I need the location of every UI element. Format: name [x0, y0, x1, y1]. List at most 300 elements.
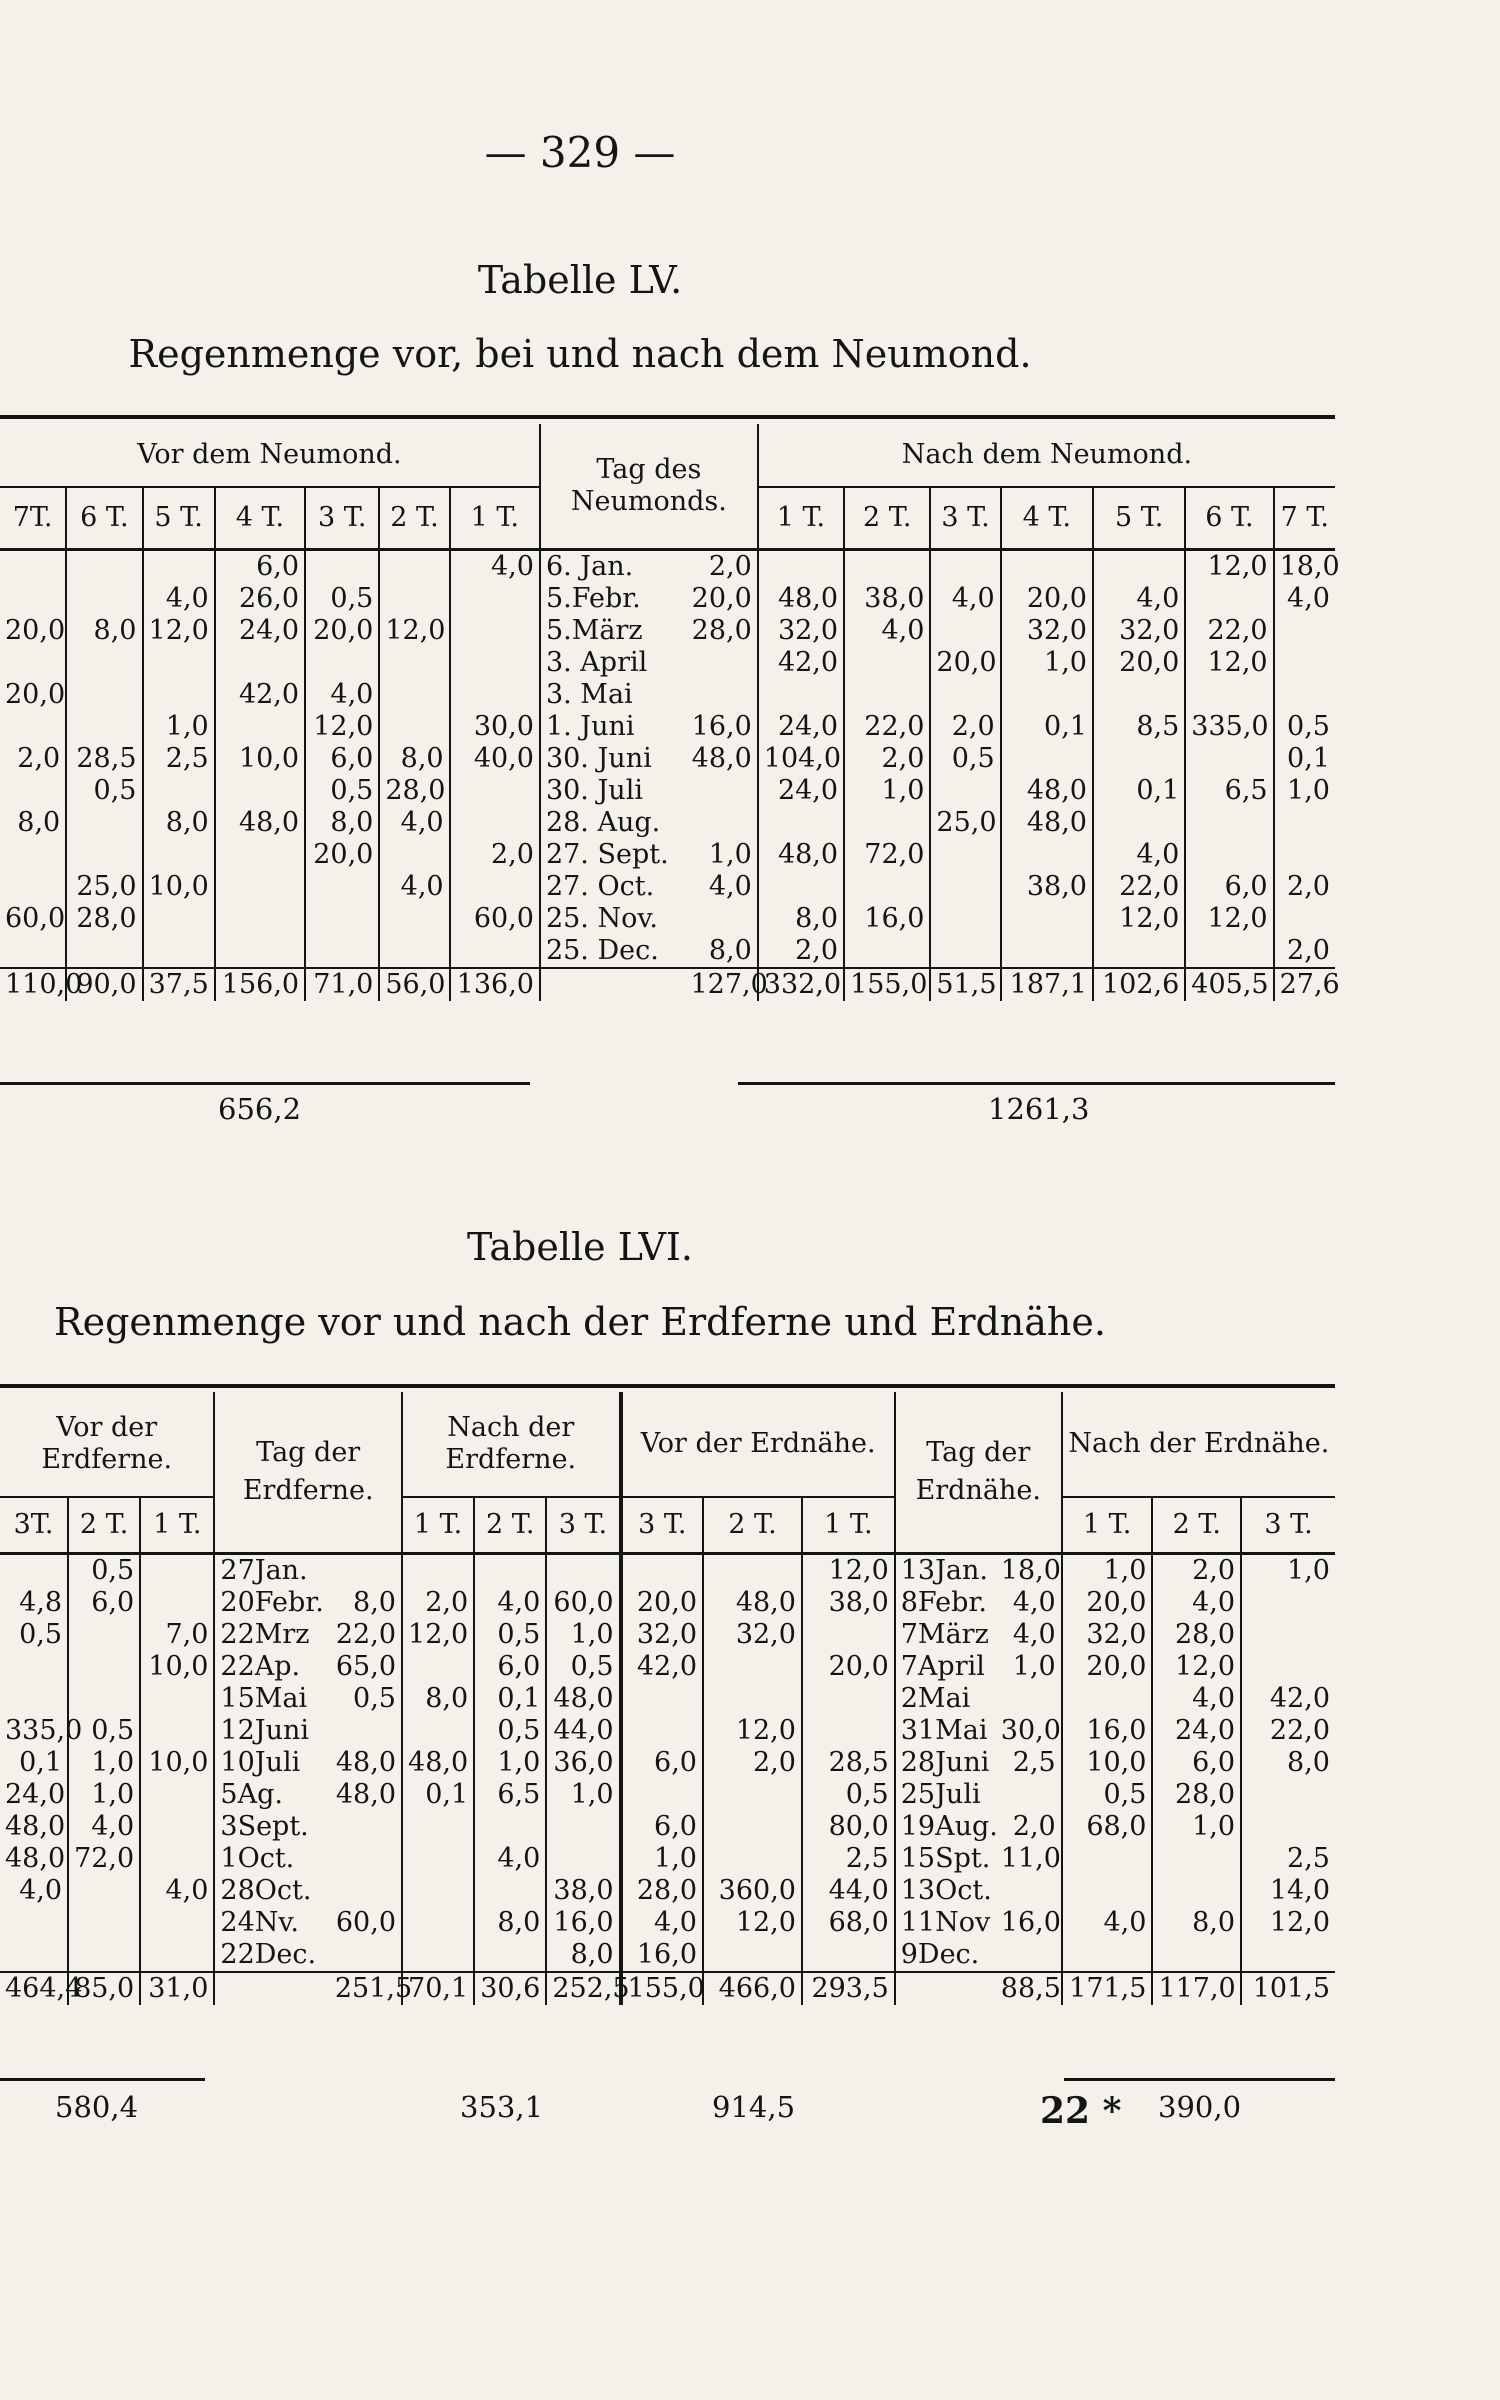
value-cell: 38,0 [844, 583, 930, 615]
value-cell [703, 1651, 802, 1683]
value-cell: 6,0 [215, 549, 305, 583]
value-cell [703, 1843, 802, 1875]
value-cell [1185, 839, 1273, 871]
value-cell: 28,0 [1152, 1619, 1241, 1651]
value-cell: 12,0 [1185, 903, 1273, 935]
value-cell [844, 935, 930, 968]
value-cell [143, 775, 215, 807]
value-cell: 16,0 [621, 1939, 703, 1972]
value-cell: 4,0 [143, 583, 215, 615]
value-cell [546, 1553, 620, 1587]
table-56-title: Tabelle LVI. [467, 1225, 693, 1269]
value-cell [143, 647, 215, 679]
value-cell: 10,0 [140, 1747, 214, 1779]
date-cell: 10Juli [214, 1747, 329, 1779]
value-cell: 2,5 [1241, 1843, 1335, 1875]
value-cell [1274, 903, 1335, 935]
value-cell [1062, 1683, 1153, 1715]
value-cell: 0,1 [402, 1779, 474, 1811]
value-cell [68, 1875, 140, 1907]
value-cell: 20,0 [1001, 583, 1093, 615]
value-cell: 42,0 [621, 1651, 703, 1683]
value-cell: 8,0 [305, 807, 379, 839]
totals-row [0, 1972, 1335, 2005]
value-cell: 12,0 [1185, 549, 1273, 583]
value-cell [0, 775, 66, 807]
total-cell: 127,0 [685, 968, 757, 1001]
column-header: 1 T. [402, 1497, 474, 1553]
value-cell: 44,0 [802, 1875, 895, 1907]
value-cell: 8,0 [708, 934, 752, 966]
column-header: 3 T. [1241, 1497, 1335, 1553]
table-55-row [0, 583, 1335, 615]
value-cell [1001, 679, 1093, 711]
value-cell: 22,0 [1241, 1715, 1335, 1747]
value-cell: 1,0 [474, 1747, 546, 1779]
value-cell: 2,5 [1012, 1746, 1056, 1778]
table-55-sum-line-after [738, 1082, 1335, 1085]
date-cell: 1. Juni [540, 711, 686, 743]
value-cell [450, 583, 540, 615]
value-cell [402, 1907, 474, 1939]
value-cell [450, 615, 540, 647]
value-cell: 48,0 [215, 807, 305, 839]
value-cell: 1,0 [546, 1779, 620, 1811]
total-cell: 252,5 [546, 1972, 620, 2005]
value-cell [685, 647, 757, 679]
value-cell [68, 1683, 140, 1715]
value-cell: 2,0 [450, 839, 540, 871]
value-cell: 32,0 [758, 615, 844, 647]
value-cell: 360,0 [703, 1875, 802, 1907]
value-cell: 0,1 [19, 1746, 63, 1778]
value-cell: 6,0 [305, 743, 379, 775]
value-cell: 16,0 [1062, 1715, 1153, 1747]
value-cell [450, 679, 540, 711]
value-cell [0, 1683, 68, 1715]
value-cell: 4,0 [19, 1874, 63, 1906]
value-cell: 4,0 [474, 1843, 546, 1875]
total-cell: 31,0 [140, 1972, 214, 2005]
date-cell: 25. Nov. [540, 903, 686, 935]
value-cell: 22,0 [1185, 615, 1273, 647]
total-cell: 187,1 [1001, 968, 1093, 1001]
value-cell [379, 711, 449, 743]
value-cell [1185, 679, 1273, 711]
header-tag-neumond: Tag des Neumonds. [540, 424, 758, 549]
value-cell: 4,0 [1012, 1586, 1056, 1618]
column-header: 2 T. [703, 1497, 802, 1553]
value-cell: 8,0 [1152, 1907, 1241, 1939]
value-cell [1001, 903, 1093, 935]
value-cell [0, 935, 66, 968]
value-cell: 48,0 [5, 1842, 66, 1874]
column-header: 1 T. [140, 1497, 214, 1553]
table-56-row [0, 1619, 1335, 1651]
value-cell [379, 679, 449, 711]
date-cell: 22Ap. [214, 1651, 329, 1683]
table-55-row [0, 743, 1335, 775]
value-cell: 4,0 [450, 549, 540, 583]
value-cell: 8,0 [17, 806, 61, 838]
value-cell [703, 1553, 802, 1587]
value-cell [996, 1779, 1062, 1811]
value-cell: 18,0 [1274, 549, 1335, 583]
value-cell [0, 1939, 68, 1972]
value-cell: 10,0 [1062, 1747, 1153, 1779]
value-cell: 1,0 [844, 775, 930, 807]
date-cell: 3. Mai [540, 679, 686, 711]
value-cell: 60,0 [5, 902, 66, 934]
value-cell [66, 807, 142, 839]
value-cell: 7,0 [140, 1619, 214, 1651]
table-56-top-rule [0, 1384, 1335, 1388]
value-cell: 20,0 [691, 582, 752, 614]
value-cell [621, 1553, 703, 1587]
value-cell [685, 807, 757, 839]
value-cell: 26,0 [215, 583, 305, 615]
value-cell [802, 1715, 895, 1747]
value-cell [305, 935, 379, 968]
date-cell: 27. Oct. [540, 871, 686, 903]
value-cell [66, 679, 142, 711]
value-cell: 2,0 [402, 1587, 474, 1619]
column-header: 1 T. [450, 487, 540, 549]
value-cell: 0,5 [1062, 1779, 1153, 1811]
date-cell: 25Juli [895, 1779, 996, 1811]
date-cell: 27. Sept. [540, 839, 686, 871]
table-55-row [0, 711, 1335, 743]
total-cell: 136,0 [450, 968, 540, 1001]
value-cell: 12,0 [305, 711, 379, 743]
value-cell: 12,0 [1093, 903, 1185, 935]
value-cell: 0,5 [68, 1553, 140, 1587]
value-cell: 25,0 [930, 807, 1000, 839]
value-cell: 4,0 [379, 807, 449, 839]
header-tag-erdferne: Tag der Erdferne. [214, 1392, 402, 1553]
value-cell [621, 1715, 703, 1747]
value-cell: 18,0 [1000, 1554, 1061, 1586]
value-cell [140, 1843, 214, 1875]
date-cell: 3Sept. [214, 1811, 329, 1843]
signature-mark: 22 * [1040, 2090, 1122, 2132]
value-cell: 6,0 [621, 1747, 703, 1779]
total-cell: 156,0 [215, 968, 305, 1001]
value-cell [0, 583, 66, 615]
value-cell: 8,0 [758, 903, 844, 935]
value-cell [844, 549, 930, 583]
value-cell: 1,0 [708, 838, 752, 870]
column-header: 4 T. [215, 487, 305, 549]
value-cell: 0,1 [1274, 743, 1335, 775]
value-cell [379, 647, 449, 679]
value-cell [1093, 679, 1185, 711]
value-cell: 25,0 [66, 871, 142, 903]
date-cell: 24Nv. [214, 1907, 329, 1939]
value-cell [143, 679, 215, 711]
value-cell [844, 807, 930, 839]
value-cell [802, 1939, 895, 1972]
value-cell [402, 1715, 474, 1747]
total-cell: 117,0 [1152, 1972, 1241, 2005]
column-header: 3 T. [930, 487, 1000, 549]
value-cell: 48,0 [1001, 807, 1093, 839]
column-header: 2 T. [844, 487, 930, 549]
value-cell: 24,0 [5, 1778, 66, 1810]
column-header: 5 T. [143, 487, 215, 549]
value-cell [0, 1553, 68, 1587]
value-cell: 2,0 [703, 1747, 802, 1779]
column-header: 3 T. [546, 1497, 620, 1553]
value-cell [996, 1939, 1062, 1972]
column-header: 3T. [13, 1508, 54, 1540]
value-cell [1241, 1939, 1335, 1972]
table-56-row [0, 1651, 1335, 1683]
value-cell: 16,0 [691, 710, 752, 742]
date-cell: 30. Juli [540, 775, 686, 807]
value-cell: 2,0 [1152, 1553, 1241, 1587]
table-55-row [0, 807, 1335, 839]
value-cell [930, 775, 1000, 807]
value-cell: 48,0 [402, 1747, 474, 1779]
value-cell: 12,0 [703, 1715, 802, 1747]
value-cell: 38,0 [546, 1875, 620, 1907]
value-cell: 22,0 [335, 1618, 396, 1650]
total-cell: 85,0 [68, 1972, 140, 2005]
date-cell [895, 1972, 996, 2005]
total-cell: 464,4 [0, 1972, 68, 2005]
value-cell [1001, 549, 1093, 583]
value-cell [1152, 1843, 1241, 1875]
value-cell [1185, 935, 1273, 968]
value-cell: 60,0 [450, 903, 540, 935]
value-cell: 2,0 [1012, 1810, 1056, 1842]
date-cell: 7März [895, 1619, 996, 1651]
value-cell [140, 1683, 214, 1715]
value-cell [1001, 743, 1093, 775]
value-cell [1274, 647, 1335, 679]
value-cell [450, 935, 540, 968]
value-cell: 1,0 [68, 1779, 140, 1811]
value-cell [703, 1939, 802, 1972]
value-cell [621, 1683, 703, 1715]
value-cell: 12,0 [143, 615, 215, 647]
value-cell [758, 549, 844, 583]
value-cell [330, 1875, 402, 1907]
total-cell: 30,6 [474, 1972, 546, 2005]
value-cell [66, 711, 142, 743]
value-cell [379, 549, 449, 583]
value-cell [1241, 1779, 1335, 1811]
value-cell: 8,0 [353, 1586, 396, 1618]
value-cell [0, 871, 66, 903]
value-cell: 2,0 [708, 550, 752, 582]
value-cell: 4,0 [1152, 1683, 1241, 1715]
value-cell [0, 711, 66, 743]
value-cell [685, 775, 757, 807]
date-cell: 12Juni [214, 1715, 329, 1747]
value-cell: 0,5 [802, 1779, 895, 1811]
value-cell: 2,0 [1274, 871, 1335, 903]
value-cell: 8,0 [66, 615, 142, 647]
table-56-sum-line-nach-erdnaehe [1064, 2078, 1335, 2081]
value-cell [802, 1683, 895, 1715]
table-56-row [0, 1779, 1335, 1811]
header-nach-erdferne: Nach der Erdferne. [402, 1392, 621, 1497]
value-cell [66, 935, 142, 968]
value-cell [685, 903, 757, 935]
value-cell: 32,0 [1093, 615, 1185, 647]
table-55-sum-line-before [0, 1082, 530, 1085]
date-cell: 5Ag. [214, 1779, 329, 1811]
total-cell: 155,0 [844, 968, 930, 1001]
value-cell: 68,0 [1062, 1811, 1153, 1843]
column-header: 2 T. [68, 1497, 140, 1553]
value-cell: 28,5 [66, 743, 142, 775]
value-cell: 68,0 [802, 1907, 895, 1939]
table-56-row [0, 1587, 1335, 1619]
value-cell [450, 647, 540, 679]
value-cell [1062, 1843, 1153, 1875]
value-cell [1152, 1875, 1241, 1907]
value-cell: 12,0 [379, 615, 449, 647]
value-cell [474, 1875, 546, 1907]
table-56-row [0, 1811, 1335, 1843]
table-56-sum-vor-erdnaehe: 914,5 [712, 2090, 796, 2124]
value-cell: 48,0 [1001, 775, 1093, 807]
date-cell: 11Nov [895, 1907, 996, 1939]
total-cell: 51,5 [930, 968, 1000, 1001]
date-cell: 30. Juni [540, 743, 686, 775]
total-cell: 101,5 [1241, 1972, 1335, 2005]
value-cell: 24,0 [758, 711, 844, 743]
date-cell: 22Mrz [214, 1619, 329, 1651]
value-cell: 335,0 [1185, 711, 1273, 743]
value-cell: 42,0 [758, 647, 844, 679]
value-cell: 36,0 [546, 1747, 620, 1779]
date-cell: 13Jan. [895, 1553, 996, 1587]
value-cell [305, 549, 379, 583]
column-header: 2 T. [474, 1497, 546, 1553]
value-cell: 4,0 [708, 870, 752, 902]
value-cell [1185, 807, 1273, 839]
value-cell: 32,0 [1062, 1619, 1153, 1651]
value-cell [305, 871, 379, 903]
value-cell [930, 549, 1000, 583]
value-cell [930, 839, 1000, 871]
value-cell [1001, 839, 1093, 871]
column-header: 7 T. [1274, 487, 1335, 549]
value-cell: 4,0 [68, 1811, 140, 1843]
value-cell: 4,0 [1093, 583, 1185, 615]
value-cell: 1,0 [1241, 1553, 1335, 1587]
date-cell: 25. Dec. [540, 935, 686, 968]
value-cell: 30,0 [1000, 1714, 1061, 1746]
value-cell [1185, 583, 1273, 615]
total-cell: 110,0 [0, 968, 66, 1001]
value-cell: 1,0 [621, 1843, 703, 1875]
value-cell [1274, 839, 1335, 871]
value-cell [379, 583, 449, 615]
value-cell [0, 647, 66, 679]
value-cell: 8,0 [143, 807, 215, 839]
date-cell: 19Aug. [895, 1811, 996, 1843]
value-cell [402, 1939, 474, 1972]
value-cell: 12,0 [1185, 647, 1273, 679]
value-cell: 22,0 [844, 711, 930, 743]
value-cell: 12,0 [402, 1619, 474, 1651]
value-cell [68, 1939, 140, 1972]
value-cell [0, 1651, 68, 1683]
date-cell: 6. Jan. [540, 549, 686, 583]
value-cell: 48,0 [546, 1683, 620, 1715]
table-55-row [0, 549, 1335, 583]
value-cell [546, 1811, 620, 1843]
value-cell [546, 1843, 620, 1875]
value-cell: 1,0 [1012, 1650, 1056, 1682]
value-cell: 104,0 [758, 743, 844, 775]
value-cell [143, 935, 215, 968]
table-55-row [0, 647, 1335, 679]
column-header: 3 T. [621, 1497, 703, 1553]
date-cell: 8Febr. [895, 1587, 996, 1619]
value-cell [1241, 1811, 1335, 1843]
value-cell: 6,0 [68, 1587, 140, 1619]
total-cell: 332,0 [758, 968, 844, 1001]
table-55-sum-before: 656,2 [218, 1092, 302, 1126]
value-cell: 32,0 [703, 1619, 802, 1651]
value-cell: 28,0 [621, 1875, 703, 1907]
header-nach-erdnaehe: Nach der Erdnähe. [1062, 1392, 1335, 1497]
header-vor-erdnaehe: Vor der Erdnähe. [621, 1392, 895, 1497]
total-cell: 70,1 [402, 1972, 474, 2005]
value-cell: 0,1 [474, 1683, 546, 1715]
date-cell: 13Oct. [895, 1875, 996, 1907]
value-cell: 44,0 [546, 1715, 620, 1747]
value-cell: 20,0 [1062, 1587, 1153, 1619]
value-cell: 40,0 [450, 743, 540, 775]
value-cell [140, 1811, 214, 1843]
value-cell [703, 1779, 802, 1811]
value-cell: 2,0 [758, 935, 844, 968]
total-cell: 102,6 [1093, 968, 1185, 1001]
table-56-sum-nach-erdferne: 353,1 [460, 2090, 544, 2124]
value-cell: 335,0 [5, 1714, 83, 1746]
value-cell [474, 1553, 546, 1587]
value-cell: 0,1 [1001, 711, 1093, 743]
value-cell [68, 1907, 140, 1939]
value-cell: 30,0 [450, 711, 540, 743]
value-cell [1062, 1875, 1153, 1907]
value-cell [140, 1779, 214, 1811]
value-cell: 2,0 [844, 743, 930, 775]
value-cell: 0,5 [305, 583, 379, 615]
value-cell [996, 1683, 1062, 1715]
value-cell [305, 903, 379, 935]
value-cell [1001, 935, 1093, 968]
column-header: 6 T. [66, 487, 142, 549]
value-cell: 65,0 [335, 1650, 396, 1682]
value-cell: 12,0 [1152, 1651, 1241, 1683]
value-cell: 20,0 [1093, 647, 1185, 679]
value-cell: 4,0 [1012, 1618, 1056, 1650]
page-number: — 329 — [484, 128, 676, 177]
table-55-row [0, 871, 1335, 903]
value-cell [1274, 615, 1335, 647]
value-cell [330, 1715, 402, 1747]
value-cell: 28,0 [379, 775, 449, 807]
value-cell [143, 839, 215, 871]
